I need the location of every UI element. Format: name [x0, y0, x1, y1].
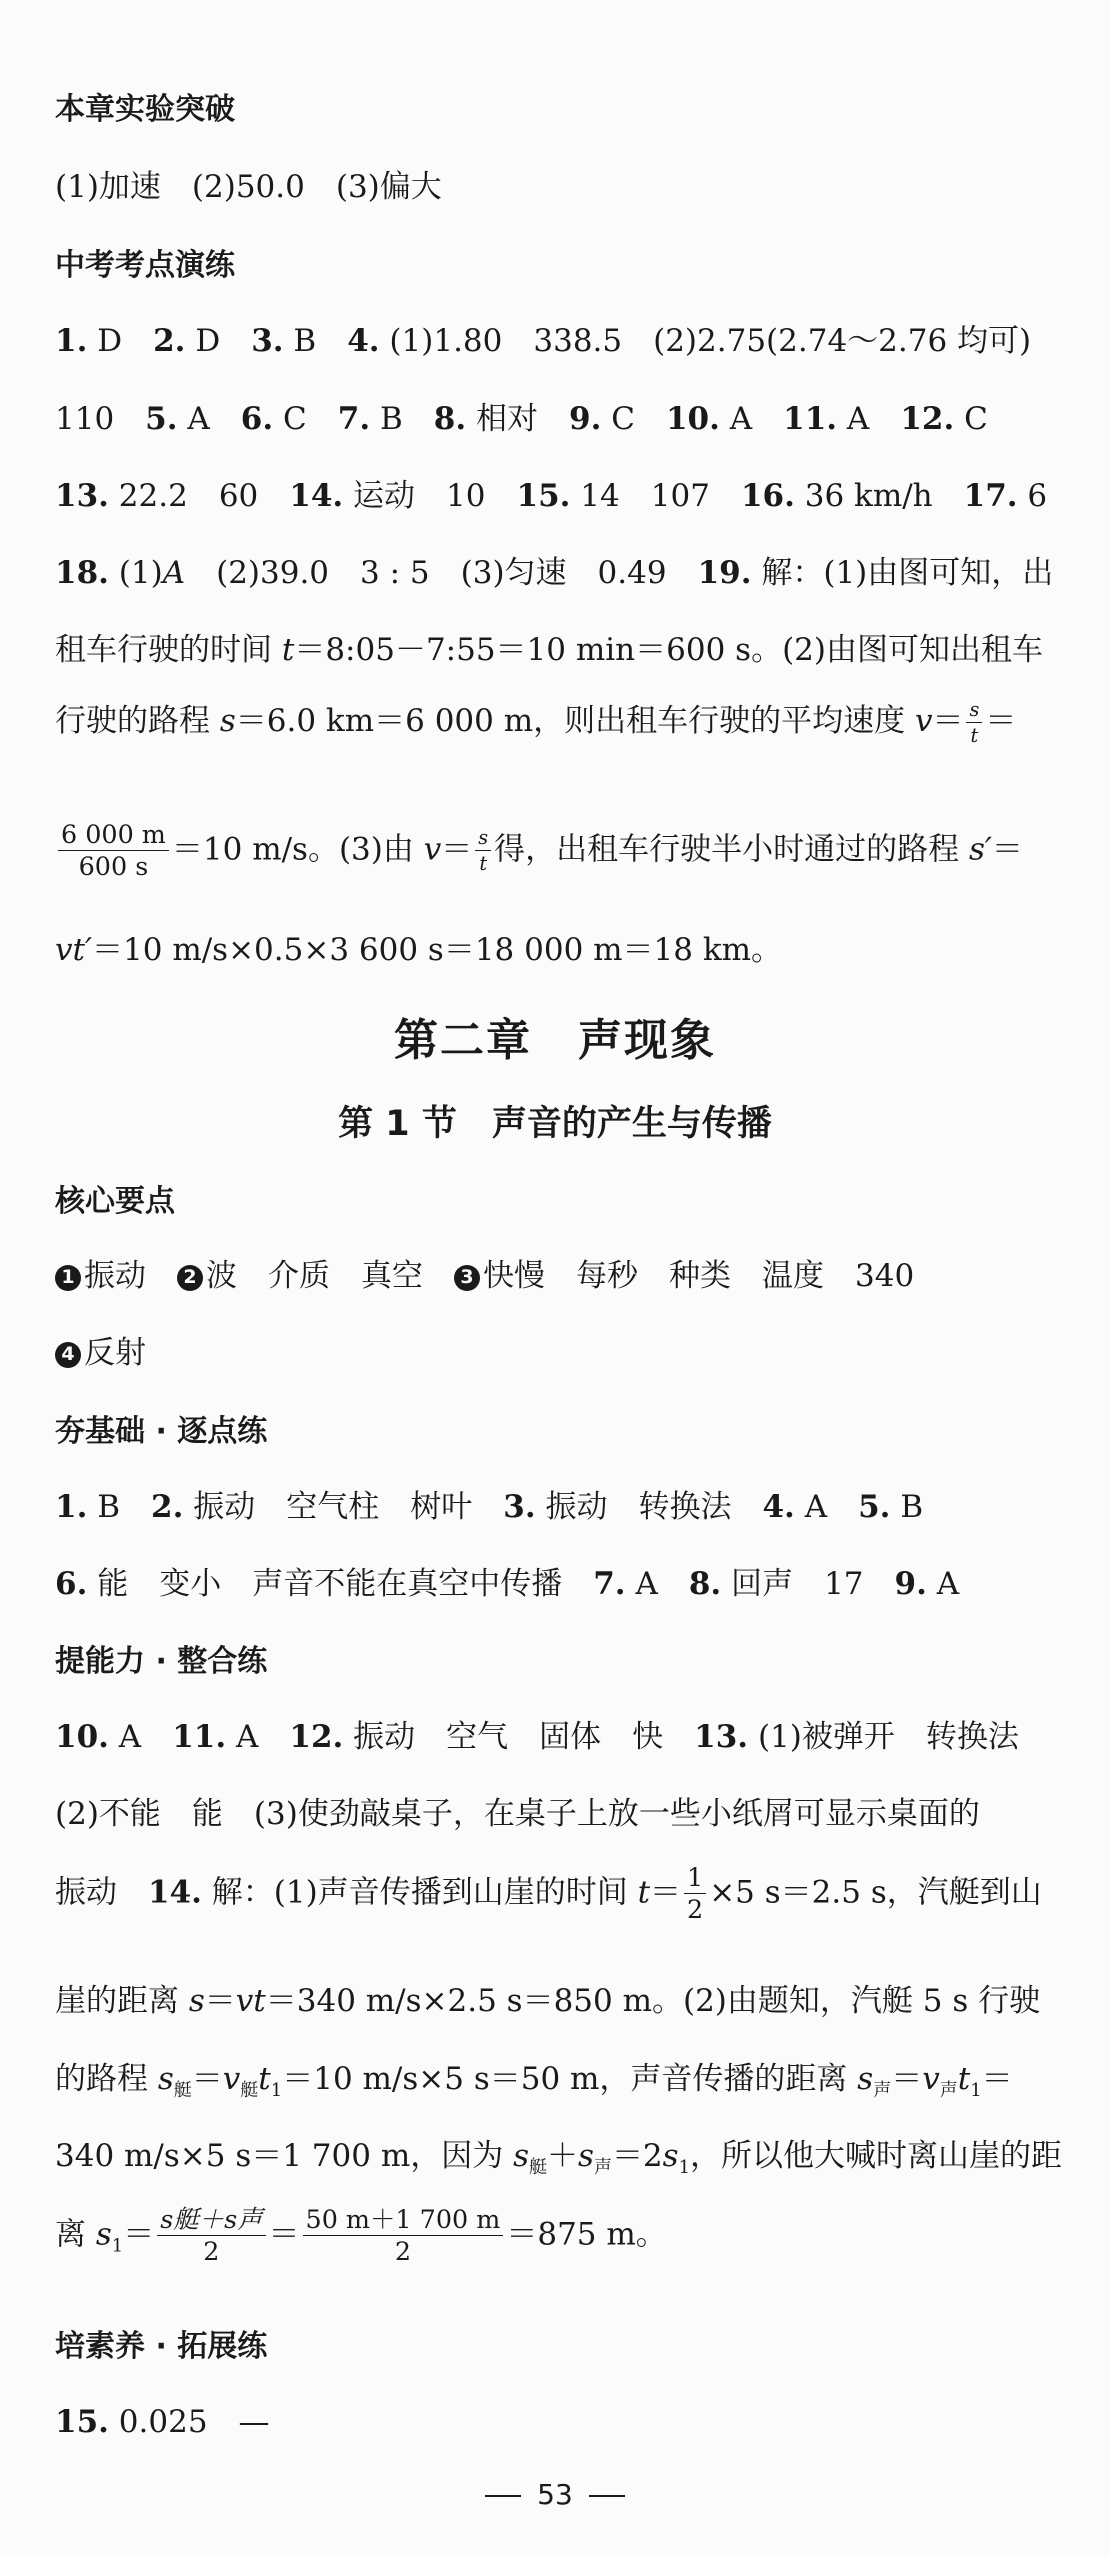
footer-dash-left [485, 2495, 521, 2497]
answer-line-8: vt′＝10 m/s×0.5×3 600 s＝18 000 m＝18 km。 [55, 932, 783, 968]
answer-line-1: 1. D 2. D 3. B 4. (1)1.80 338.5 (2)2.75(2.74～2.76 均可) [55, 323, 1032, 359]
chapter-title: 第二章 声现象 [394, 1015, 716, 1066]
ability-answer-line-7: 离 $s_1=$ $\frac{\text{s艇＋s声}}{2}$ ＝ $\frac{50 m+1 700 m}{2}$ ＝875 m。 [55, 2204, 667, 2267]
key-points-line-2: 4 反射 [55, 1336, 1065, 1372]
ability-answer-line-5: 的路程 $s_艇=v_艇t_1=10$ m/s×5 s＝50 m，声音传播的距离 $s_声=v_声t_1=$ [55, 2061, 1013, 2102]
fraction-s-over-t: $\frac{s}{t}$ [966, 700, 982, 745]
ability-answer-line-1: 10. A 11. A 12. 振动 空气 固体 快 13. (1)被弹开 转换法 [55, 1719, 1019, 1755]
page-number: 53 [537, 2478, 573, 2511]
fraction-one-half: $\frac{1}{2}$ [684, 1865, 706, 1923]
answer-line-3: 13. 22.2 60 14. 运动 10 15. 14 107 16. 36 km/h 17. 6 [55, 478, 1048, 514]
fraction-s-over-t-2: $\frac{s}{t}$ [475, 828, 491, 873]
ability-answer-line-2: (2)不能 能 (3)使劲敲桌子，在桌子上放一些小纸屑可显示桌面的 [55, 1796, 980, 1832]
section-heading-extension-practice: 培素养 · 拓展练 [55, 2329, 268, 2364]
fraction-sum-meters: $\frac{50 m+1 700 m}{2}$ [303, 2207, 504, 2265]
section-heading-ability-practice: 提能力 · 整合练 [55, 1644, 268, 1679]
section-heading-exam-practice: 中考考点演练 [55, 248, 235, 283]
experiment-answers: (1)加速 (2)50.0 (3)偏大 [55, 169, 442, 205]
section-heading-basic-practice: 夯基础 · 逐点练 [55, 1414, 268, 1449]
answer-line-7: $\frac{6 000 m}{600 s}$ ＝10 m/s。(3)由 v＝ $\frac{s}{t}$ 得，出租车行驶半小时通过的路程 s′＝ [55, 822, 1065, 880]
page-footer [0, 2478, 1110, 2511]
footer-dash-right [589, 2495, 625, 2497]
fraction-distance-over-time: $\frac{6 000 m}{600 s}$ [58, 822, 169, 880]
ability-answer-line-6: 340 m/s×5 s＝1 700 m，因为 $s_艇+s_声=2s_1$，所以他大喊时离山崖的距 [55, 2138, 1063, 2179]
answer-line-5: 租车行驶的时间 t＝8:05－7:55＝10 min＝600 s。(2)由图可知出租车 [55, 632, 1043, 668]
answer-line-2: 110 5. A 6. C 7. B 8. 相对 9. C 10. A 11. A 12. C [55, 401, 988, 437]
circled-number-2: 2 [177, 1265, 203, 1291]
answer-line-4: 18. (1)A (2)39.0 3 : 5 (3)匀速 0.49 19. 解：(1)由图可知，出 [55, 555, 1054, 591]
lesson-title: 第 1 节 声音的产生与传播 [338, 1104, 772, 1144]
circled-number-1: 1 [55, 1265, 81, 1291]
ability-answer-line-3: 振动 14. 解：(1)声音传播到山崖的时间 t＝ $\frac{1}{2}$ ×5 s＝2.5 s，汽艇到山 [55, 1862, 1042, 1925]
ability-answer-line-4: 崖的距离 s＝vt＝340 m/s×2.5 s＝850 m。(2)由题知，汽艇 5 s 行驶 [55, 1983, 1041, 2019]
section-heading-experiment: 本章实验突破 [55, 92, 235, 127]
section-heading-key-points: 核心要点 [55, 1184, 175, 1219]
key-points-line-1: 1 振动 2 波 介质 真空 3 快慢 每秒 种类 温度 340 [55, 1259, 1065, 1295]
fraction-sum-distances: $\frac{\text{s艇＋s声}}{2}$ [157, 2207, 265, 2265]
circled-number-4: 4 [55, 1342, 81, 1368]
circled-number-3: 3 [454, 1265, 480, 1291]
basic-answer-line-2: 6. 能 变小 声音不能在真空中传播 7. A 8. 回声 17 9. A [55, 1566, 960, 1602]
answer-line-6: 行驶的路程 s＝6.0 km＝6 000 m，则出租车行驶的平均速度 v＝ $\frac{s}{t}$ ＝ [55, 698, 1017, 748]
extension-answer-line-1: 15. 0.025 — [55, 2404, 270, 2440]
basic-answer-line-1: 1. B 2. 振动 空气柱 树叶 3. 振动 转换法 4. A 5. B [55, 1489, 924, 1525]
